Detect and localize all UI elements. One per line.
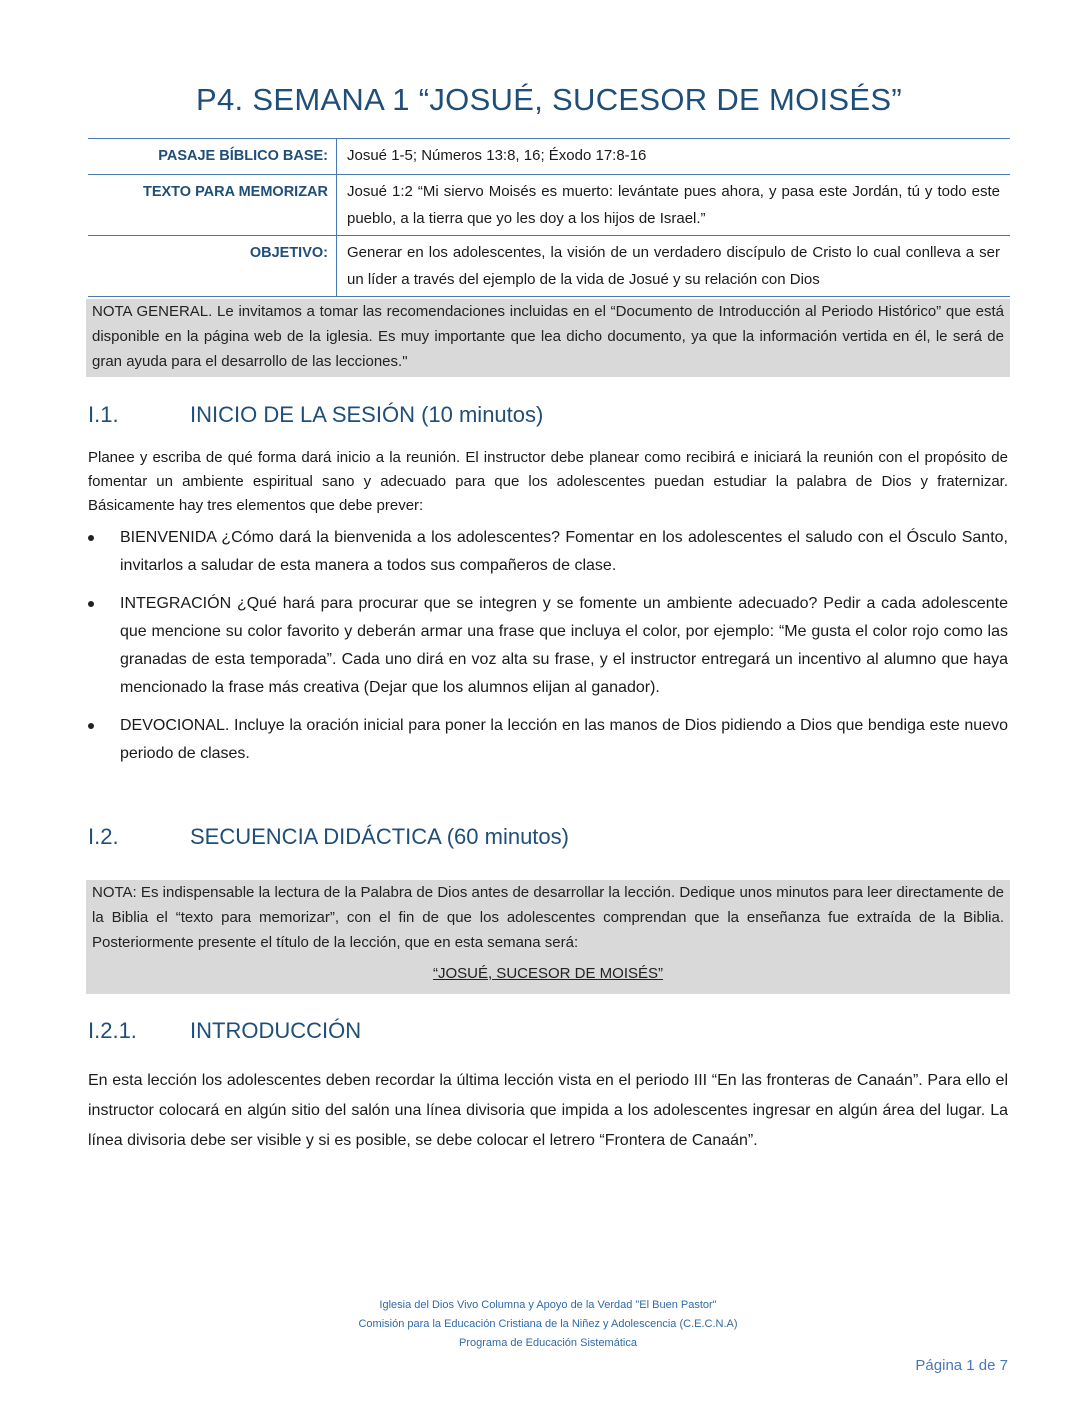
page-number: Página 1 de 7	[915, 1357, 1008, 1374]
table-row	[88, 175, 1010, 236]
section-number: I.2.	[88, 824, 119, 849]
section-title: SECUENCIA DIDÁCTICA (60 minutos)	[190, 824, 569, 849]
bullet-icon	[88, 723, 94, 729]
section-number: I.2.1.	[88, 1018, 137, 1043]
reading-note-text: NOTA: Es indispensable la lectura de la Palabra de Dios antes de desarrollar la lección. Dedique unos minutos para leer directamente de la Biblia el “texto para memorizar”, con el fin de que los adolescentes comprendan que la enseñanza fue extraída de la Biblia. Posteriormente presente el título de la lección, que en esta semana será:	[92, 884, 1004, 951]
reading-note	[86, 880, 1010, 994]
passage-label: PASAJE BÍBLICO BASE:	[88, 139, 337, 175]
memory-text-label: TEXTO PARA MEMORIZAR	[88, 175, 337, 236]
section-heading-secuencia	[88, 824, 569, 850]
footer-commission: Comisión para la Educación Cristiana de la Niñez y Adolescencia (C.E.C.N.A)	[358, 1318, 738, 1330]
passage-value: Josué 1-5; Números 13:8, 16; Éxodo 17:8-16	[337, 139, 1011, 175]
memory-text-value: Josué 1:2 “Mi siervo Moisés es muerto: levántate pues ahora, y pasa este Jordán, tú y todo este pueblo, a la tierra que yo les doy a los hijos de Israel.”	[337, 175, 1011, 236]
list-item	[88, 712, 1008, 768]
list-item	[88, 524, 1008, 580]
bullet-icon	[88, 535, 94, 541]
list-item-text: INTEGRACIÓN ¿Qué hará para procurar que se integren y se fomente un ambiente adecuado? Pedir a cada adolescente que mencione su color favorito y deberán armar una frase que incluya el color, por ejemplo: “Me gusta el color rojo como las granadas de esta temporada”. Cada uno dirá en voz alta su frase, y el instructor entregará un incentivo al alumno que haya mencionado la frase más creativa (Dejar que los alumnos elijan al ganador).	[120, 595, 1008, 696]
footer-program: Programa de Educación Sistemática	[459, 1337, 637, 1349]
list-item-text: DEVOCIONAL. Incluye la oración inicial para poner la lección en las manos de Dios pidiendo a Dios que bendiga este nuevo periodo de clases.	[120, 717, 1008, 762]
objective-value: Generar en los adolescentes, la visión de un verdadero discípulo de Cristo lo cual conlleva a ser un líder a través del ejemplo de la vida de Josué y su relación con Dios	[337, 236, 1011, 297]
section-heading-introduccion	[88, 1018, 361, 1044]
section-intro-paragraph: Planee y escriba de qué forma dará inicio a la reunión. El instructor debe planear como recibirá e iniciará la reunión con el propósito de fomentar un ambiente espiritual sano y adecuado para que los adolescentes puedan estudiar la palabra de Dios y fraternizar. Básicamente hay tres elementos que debe prever:	[88, 449, 1008, 514]
section-number: I.1.	[88, 402, 119, 427]
introduction-paragraph: En esta lección los adolescentes deben recordar la última lección vista en el periodo III “En las fronteras de Canaán”. Para ello el instructor colocará en algún sitio del salón una línea divisoria que impida a los adolescentes ingresar en algún área del lugar. La línea divisoria debe ser visible y si es posible, se debe colocar el letrero “Frontera de Canaán”.	[88, 1072, 1008, 1149]
general-note: NOTA GENERAL. Le invitamos a tomar las recomendaciones incluidas en el “Documento de Introducción al Periodo Histórico” que está disponible en la página web de la iglesia. Es muy importante que lea dicho documento, ya que la información vertida en él, le será de gran ayuda para el desarrollo de las lecciones."	[86, 299, 1010, 377]
session-elements-list	[88, 524, 1008, 778]
list-item	[88, 590, 1008, 702]
bullet-icon	[88, 601, 94, 607]
section-heading-inicio	[88, 402, 543, 428]
section-title: INICIO DE LA SESIÓN (10 minutos)	[190, 402, 544, 427]
page-footer	[88, 1296, 1008, 1353]
lesson-info-table	[88, 138, 1010, 297]
table-row	[88, 139, 1010, 175]
document-title: P4. SEMANA 1 “JOSUÉ, SUCESOR DE MOISÉS”	[196, 82, 902, 117]
table-row	[88, 236, 1010, 297]
objective-label: OBJETIVO:	[88, 236, 337, 297]
section-title: INTRODUCCIÓN	[190, 1018, 362, 1043]
lesson-title-callout: “JOSUÉ, SUCESOR DE MOISÉS”	[432, 965, 664, 982]
footer-church: Iglesia del Dios Vivo Columna y Apoyo de la Verdad "El Buen Pastor"	[379, 1299, 717, 1311]
list-item-text: BIENVENIDA ¿Cómo dará la bienvenida a los adolescentes? Fomentar en los adolescentes el saludo con el Ósculo Santo, invitarlos a saludar de esta manera a todos sus compañeros de clase.	[120, 529, 1008, 574]
